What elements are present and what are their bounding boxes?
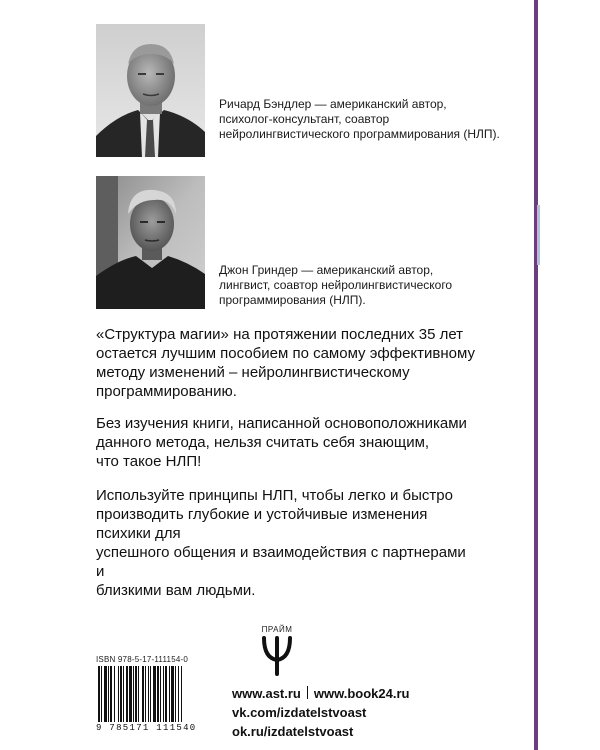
link-vk[interactable]: vk.com/izdatelstvoast (232, 705, 367, 720)
bio-line: психолог-консультант, соавтор (219, 112, 390, 126)
blurb-line: «Структура магии» на протяжении последних 35 лет (96, 326, 464, 343)
barcode-bar (118, 666, 119, 722)
blurb-line: близкими вам людьми. (96, 582, 256, 599)
psi-icon (258, 636, 296, 676)
barcode-bar (138, 666, 139, 722)
barcode-bar (120, 666, 122, 722)
author-photo-bandler (96, 24, 205, 157)
isbn-label: ISBN 978-5-17-111154-0 (96, 655, 189, 664)
barcode-bar (133, 666, 134, 722)
barcode-bar (169, 666, 170, 722)
barcode-bar (178, 666, 179, 722)
barcode-bar (98, 666, 100, 722)
publisher-logo (258, 625, 296, 681)
author-photo-grinder (96, 176, 205, 309)
bio-line: Ричард Бэндлер — американский автор, (219, 97, 447, 111)
barcode-bar (163, 666, 164, 722)
barcode-bar (145, 666, 146, 722)
bio-line: Джон Гриндер — американский автор, (219, 263, 434, 277)
barcode-bar (171, 666, 174, 722)
blurb-line: методу изменений – нейролингвистическому (96, 364, 410, 381)
barcode-bar (153, 666, 156, 722)
barcode-bar (126, 666, 128, 722)
link-ok[interactable]: ok.ru/izdatelstvoast (232, 724, 354, 739)
blurb-line: успешного общения и взаимодействия с партнерами и (96, 544, 466, 580)
link-ast[interactable]: www.ast.ru (232, 686, 301, 701)
author-bio-grinder (219, 263, 519, 308)
bio-line: нейролингвистического программирования (НЛП). (219, 127, 500, 141)
blurb-line: Используйте принципы НЛП, чтобы легко и быстро (96, 487, 453, 504)
blurb-paragraph-2 (96, 414, 476, 471)
blurb-line: программированию. (96, 383, 237, 400)
spine-accent (537, 205, 540, 265)
publisher-links (232, 684, 409, 741)
blurb-line: Без изучения книги, написанной основоположниками (96, 415, 467, 432)
barcode-bar (108, 666, 109, 722)
spine-edge (534, 0, 538, 750)
barcode (96, 666, 222, 724)
barcode-bar (104, 666, 107, 722)
blurb-line: производить глубокие и устойчивые изменения психики для (96, 506, 428, 542)
barcode-bar (148, 666, 149, 722)
barcode-bar (135, 666, 137, 722)
blurb-paragraph-1 (96, 325, 476, 401)
barcode-bar (165, 666, 167, 722)
barcode-bar (175, 666, 176, 722)
blurb-line: что такое НЛП! (96, 453, 202, 470)
author-bio-bandler (219, 97, 519, 142)
barcode-bar (160, 666, 161, 722)
barcode-bar (181, 666, 182, 722)
barcode-bar (110, 666, 112, 722)
link-separator (307, 686, 308, 699)
barcode-bar (123, 666, 124, 722)
bio-line: программирования (НЛП). (219, 293, 366, 307)
barcode-bar (142, 666, 144, 722)
blurb-line: данного метода, нельзя считать себя знающим, (96, 434, 430, 451)
blurb-paragraph-3 (96, 486, 476, 600)
blurb-line: остается лучшим пособием по самому эффективному (96, 345, 475, 362)
publisher-logo-text: ПРАЙМ (261, 625, 293, 634)
link-book24[interactable]: www.book24.ru (313, 686, 410, 701)
barcode-bar (129, 666, 132, 722)
barcode-bar (101, 666, 102, 722)
barcode-digits: 9 785171 111540 (96, 723, 197, 733)
barcode-bar (150, 666, 151, 722)
barcode-bar (114, 666, 115, 722)
barcode-bar (157, 666, 159, 722)
bio-line: лингвист, соавтор нейролингвистического (219, 278, 453, 292)
